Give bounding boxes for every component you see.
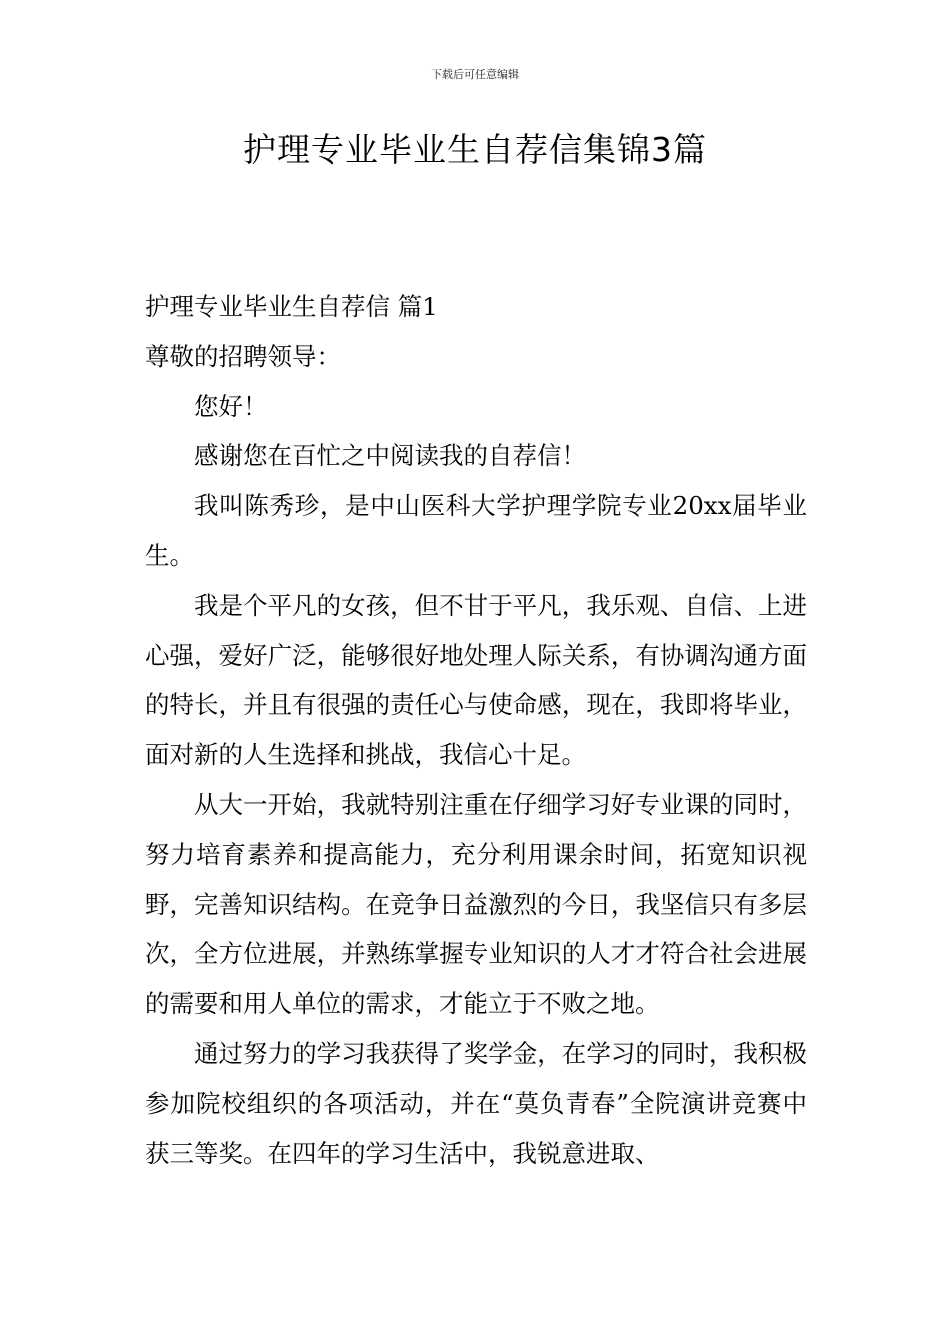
document-title: 护理专业毕业生自荐信集锦3篇 — [243, 130, 707, 169]
paragraph-thanks: 感谢您在百忙之中阅读我的自荐信！ — [194, 441, 586, 471]
salutation: 尊敬的招聘领导： — [145, 341, 341, 371]
paragraph-achievements: 通过努力的学习我获得了奖学金，在学习的同时，我积极参加院校组织的各项活动，并在“莫负青春”全院演讲竞赛中获三等奖。在四年的学习生活中，我锐意进取、 — [145, 1038, 807, 1168]
paragraph-personality: 我是个平凡的女孩，但不甘于平凡，我乐观、自信、上进心强，爱好广泛，能够很好地处理人际关系，有协调沟通方面的特长，并且有很强的责任心与使命感，现在，我即将毕业，面对新的人生选择和挑战，我信心十足。 — [145, 590, 807, 770]
download-note: 下载后可任意编辑 — [431, 68, 519, 81]
paragraph-introduction: 我叫陈秀珍，是中山医科大学护理学院专业20xx届毕业生。 — [145, 491, 807, 570]
paragraph-greeting: 您好！ — [194, 391, 268, 421]
document-body — [145, 282, 807, 1178]
paragraph-study: 从大一开始，我就特别注重在仔细学习好专业课的同时，努力培育素养和提高能力，充分利用课余时间，拓宽知识视野，完善知识结构。在竞争日益激烈的今日，我坚信只有多层次，全方位进展，并熟练掌握专业知识的人才才符合社会进展的需要和用人单位的需求，才能立于不败之地。 — [145, 789, 807, 1019]
section-heading: 护理专业毕业生自荐信 篇1 — [145, 292, 438, 321]
